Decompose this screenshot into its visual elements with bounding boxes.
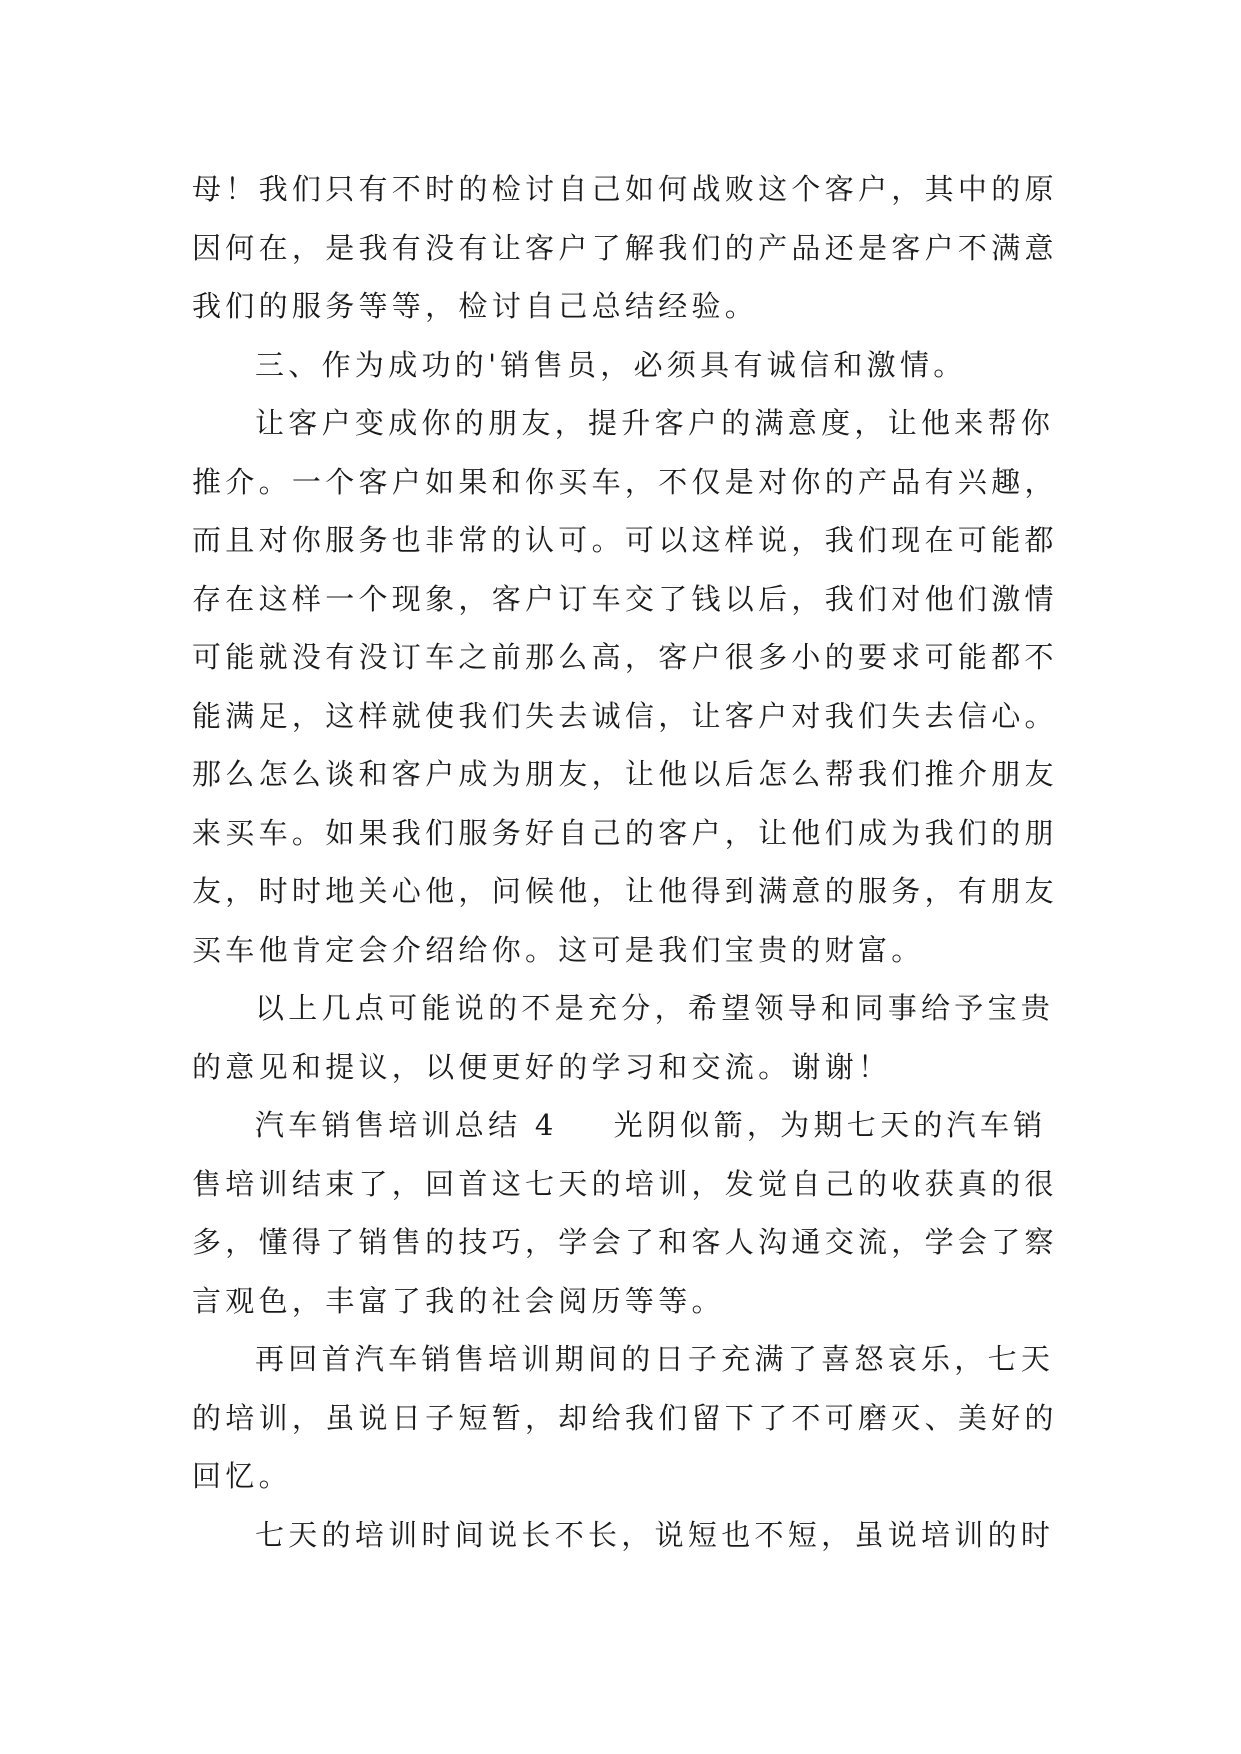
text-line: 存在这样一个现象，客户订车交了钱以后，我们对他们激情 (192, 581, 1058, 616)
text-line: 买车他肯定会介绍给你。这可是我们宝贵的财富。 (192, 932, 925, 967)
text-line: 让客户变成你的朋友，提升客户的满意度，让他来帮你 (255, 406, 1055, 440)
text-line: 母！我们只有不时的检讨自己如何战败这个客户，其中的原 (192, 172, 1058, 206)
text-line: 能满足，这样就使我们失去诚信，让客户对我们失去信心。 (192, 698, 1058, 733)
text-line: 因何在，是我有没有让客户了解我们的产品还是客户不满意 (192, 230, 1058, 265)
body-text (192, 160, 1072, 1564)
text-line: 七天的培训时间说长不长，说短也不短，虽说培训的时 (255, 1517, 1055, 1552)
text-line: 可能就没有没订车之前那么高，客户很多小的要求可能都不 (192, 640, 1058, 674)
section-title: 汽车销售培训总结 4 (255, 1108, 558, 1142)
text-line: 回忆。 (192, 1459, 292, 1493)
text-line: 来买车。如果我们服务好自己的客户，让他们成为我们的朋 (192, 815, 1058, 850)
text-line: 言观色，丰富了我的社会阅历等等。 (192, 1283, 725, 1318)
text-line: 的意见和提议，以便更好的学习和交流。谢谢！ (192, 1049, 892, 1084)
text-line: 我们的服务等等，检讨自己总结经验。 (192, 289, 759, 323)
text-line: 光阴似箭，为期七天的汽车销 (613, 1108, 1047, 1142)
heading-line (192, 1096, 1072, 1155)
text-line: 的培训，虽说日子短暂，却给我们留下了不可磨灭、美好的 (192, 1400, 1058, 1435)
text-line: 售培训结束了，回首这七天的培训，发觉自己的收获真的很 (192, 1166, 1058, 1201)
text-line: 再回首汽车销售培训期间的日子充满了喜怒哀乐，七天 (255, 1342, 1055, 1376)
text-line: 而且对你服务也非常的认可。可以这样说，我们现在可能都 (192, 523, 1058, 557)
text-line: 友，时时地关心他，问候他，让他得到满意的服务，有朋友 (192, 874, 1058, 908)
text-line: 推介。一个客户如果和你买车，不仅是对你的产品有兴趣， (192, 464, 1058, 499)
section-heading: 三、作为成功的'销售员，必须具有诚信和激情。 (255, 347, 967, 382)
text-line: 以上几点可能说的不是充分，希望领导和同事给予宝贵 (255, 991, 1055, 1025)
text-line: 那么怎么谈和客户成为朋友，让他以后怎么帮我们推介朋友 (192, 757, 1058, 791)
text-line: 多，懂得了销售的技巧，学会了和客人沟通交流，学会了察 (192, 1225, 1058, 1259)
